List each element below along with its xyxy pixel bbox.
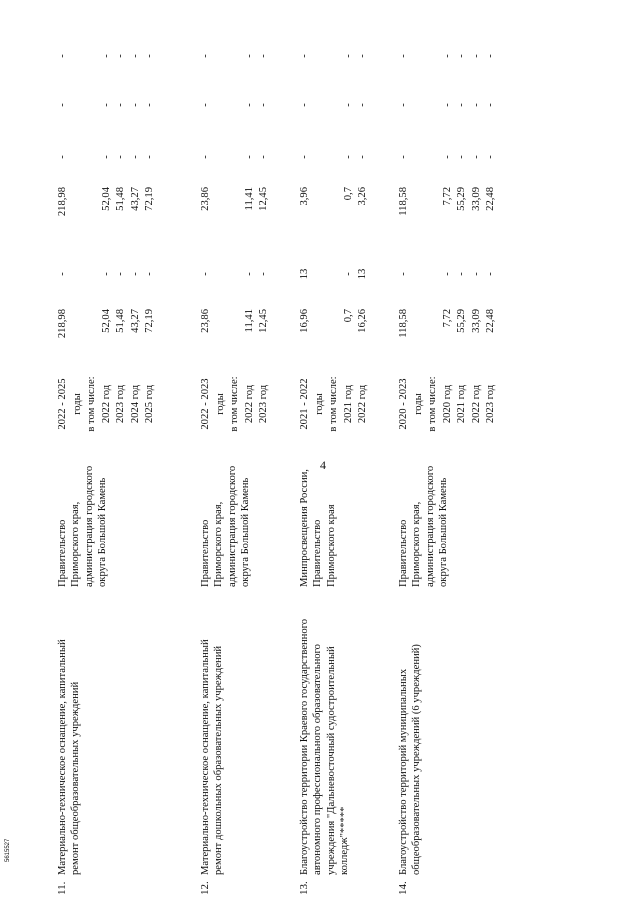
regional-cell: 51,48 — [115, 187, 126, 211]
row-number: 13. — [298, 881, 310, 895]
regional-cell: 55,29 — [456, 187, 467, 211]
total-cell: 22,48 — [485, 309, 496, 333]
other-cell: - — [100, 103, 112, 107]
federal-cell: - — [100, 272, 112, 276]
funding-line — [71, 0, 86, 435]
funding-line — [412, 0, 427, 435]
other-cell: - — [115, 103, 126, 107]
period-cell: 2023 год — [485, 384, 496, 424]
regional-cell: 52,04 — [100, 187, 112, 211]
total-cell: 43,27 — [129, 309, 141, 333]
federal-cell: - — [243, 272, 255, 276]
federal-cell: - — [485, 272, 496, 276]
local-cell: - — [456, 155, 467, 159]
extra-cell: - — [470, 54, 482, 58]
local-cell: - — [398, 155, 409, 159]
regional-cell: 3,96 — [299, 187, 310, 206]
other-cell: - — [129, 103, 141, 107]
period-cell: в том числе: — [229, 376, 240, 432]
funding-line — [470, 0, 485, 435]
local-cell: - — [243, 155, 255, 159]
federal-cell: 13 — [357, 268, 368, 280]
funding-line — [228, 0, 243, 435]
period-cell: 2022 - 2025 — [57, 378, 68, 430]
total-cell: 72,19 — [144, 309, 155, 333]
federal-cell: - — [342, 272, 354, 276]
extra-cell: - — [144, 54, 155, 58]
funding-line — [257, 0, 272, 435]
total-cell: 16,26 — [357, 309, 368, 333]
measure-name: Благоустройство территории Краевого государственного автономного профессионального образовательного учреждения "Дальневосточный судостроительный колледж"***** — [299, 618, 351, 875]
other-cell: - — [456, 103, 467, 107]
federal-cell: - — [129, 272, 141, 276]
funding-line — [327, 0, 342, 435]
local-cell: - — [115, 155, 126, 159]
federal-cell: - — [441, 272, 453, 276]
period-cell: 2020 - 2023 — [398, 378, 409, 430]
period-cell: 2021 год — [342, 384, 354, 424]
local-cell: - — [200, 155, 211, 159]
total-cell: 118,58 — [398, 309, 409, 338]
measure-name: Материально-техническое оснащение, капитальный ремонт дошкольных образовательных учреждений — [200, 639, 225, 875]
executor: Минпросвещения России, Правительство Приморского края — [299, 469, 337, 587]
funding-line — [298, 0, 313, 435]
period-cell: 2025 год — [144, 384, 155, 424]
funding-line — [455, 0, 470, 435]
funding-line — [85, 0, 100, 435]
total-cell: 7,72 — [441, 309, 453, 328]
measure-name: Материально-техническое оснащение, капитальный ремонт общеобразовательных учреждений — [57, 639, 82, 875]
funding-line — [356, 0, 371, 435]
funding-line — [342, 0, 357, 435]
extra-cell: - — [357, 54, 368, 58]
other-cell: - — [243, 103, 255, 107]
extra-cell: - — [299, 54, 310, 58]
extra-cell: - — [485, 54, 496, 58]
period-cell: в том числе: — [86, 376, 97, 432]
funding-line — [426, 0, 441, 435]
regional-cell: 43,27 — [129, 187, 141, 211]
local-cell: - — [357, 155, 368, 159]
funding-lines — [298, 0, 371, 435]
period-cell: 2023 год — [258, 384, 269, 424]
regional-cell: 7,72 — [441, 187, 453, 206]
funding-line — [243, 0, 258, 435]
regional-cell: 0,7 — [342, 187, 354, 201]
regional-cell: 3,26 — [357, 187, 368, 206]
funding-line — [397, 0, 412, 435]
extra-cell: - — [258, 54, 269, 58]
executor: Правительство Приморского края, администрация городского округа Большой Камень — [200, 465, 252, 587]
page-number: 4 — [320, 458, 326, 472]
period-cell: 2022 год — [100, 384, 112, 424]
extra-cell: - — [115, 54, 126, 58]
funding-line — [441, 0, 456, 435]
other-cell: - — [485, 103, 496, 107]
local-cell: - — [485, 155, 496, 159]
funding-line — [100, 0, 115, 435]
period-cell: 2022 - 2023 — [200, 378, 211, 430]
federal-cell: - — [470, 272, 482, 276]
total-cell: 52,04 — [100, 309, 112, 333]
regional-cell: 218,98 — [57, 187, 68, 217]
funding-line — [199, 0, 214, 435]
extra-cell: - — [456, 54, 467, 58]
measure-name: Благоустройство территорий муниципальных общеобразовательных учреждений (6 учреждений) — [398, 644, 423, 875]
regional-cell: 12,45 — [258, 187, 269, 211]
local-cell: - — [100, 155, 112, 159]
executor: Правительство Приморского края, администрация городского округа Большой Камень — [57, 465, 109, 587]
local-cell: - — [441, 155, 453, 159]
total-cell: 16,96 — [299, 309, 310, 333]
period-cell: 2022 год — [357, 384, 368, 424]
total-cell: 55,29 — [456, 309, 467, 333]
period-cell: 2020 год — [441, 384, 453, 424]
local-cell: - — [342, 155, 354, 159]
total-cell: 0,7 — [342, 309, 354, 323]
total-cell: 33,09 — [470, 309, 482, 333]
other-cell: - — [299, 103, 310, 107]
total-cell: 12,45 — [258, 309, 269, 333]
period-cell: годы — [313, 393, 325, 415]
federal-cell: - — [57, 272, 68, 276]
extra-cell: - — [100, 54, 112, 58]
federal-cell: - — [398, 272, 409, 276]
regional-cell: 118,58 — [398, 187, 409, 216]
period-cell: в том числе: — [328, 376, 339, 432]
federal-cell: - — [115, 272, 126, 276]
period-cell: 2022 год — [470, 384, 482, 424]
regional-cell: 11,41 — [243, 187, 255, 211]
total-cell: 51,48 — [115, 309, 126, 333]
other-cell: - — [57, 103, 68, 107]
funding-lines — [56, 0, 158, 435]
local-cell: - — [129, 155, 141, 159]
period-cell: 2024 год — [129, 384, 141, 424]
other-cell: - — [470, 103, 482, 107]
regional-cell: 23,86 — [200, 187, 211, 211]
row-number: 12. — [199, 881, 211, 895]
row-number: 11. — [56, 881, 68, 895]
period-cell: годы — [412, 393, 424, 415]
total-cell: 11,41 — [243, 309, 255, 333]
other-cell: - — [258, 103, 269, 107]
extra-cell: - — [398, 54, 409, 58]
federal-cell: - — [456, 272, 467, 276]
regional-cell: 33,09 — [470, 187, 482, 211]
extra-cell: - — [243, 54, 255, 58]
local-cell: - — [470, 155, 482, 159]
total-cell: 23,86 — [200, 309, 211, 333]
funding-lines — [199, 0, 272, 435]
local-cell: - — [57, 155, 68, 159]
total-cell: 218,98 — [57, 309, 68, 339]
other-cell: - — [398, 103, 409, 107]
local-cell: - — [299, 155, 310, 159]
document-code: 5615527 — [5, 838, 11, 862]
federal-cell: 13 — [299, 268, 310, 280]
period-cell: 2023 год — [115, 384, 126, 424]
extra-cell: - — [129, 54, 141, 58]
federal-cell: - — [258, 272, 269, 276]
funding-line — [214, 0, 229, 435]
funding-line — [129, 0, 144, 435]
federal-cell: - — [200, 272, 211, 276]
other-cell: - — [441, 103, 453, 107]
funding-line — [114, 0, 129, 435]
regional-cell: 72,19 — [144, 187, 155, 211]
row-number: 14. — [397, 881, 409, 895]
executor: Правительство Приморского края, администрация городского округа Большой Камень — [398, 465, 450, 587]
funding-line — [484, 0, 499, 435]
regional-cell: 22,48 — [485, 187, 496, 211]
other-cell: - — [200, 103, 211, 107]
other-cell: - — [357, 103, 368, 107]
extra-cell: - — [441, 54, 453, 58]
period-cell: в том числе: — [427, 376, 438, 432]
period-cell: годы — [71, 393, 83, 415]
funding-lines — [397, 0, 499, 435]
local-cell: - — [258, 155, 269, 159]
extra-cell: - — [57, 54, 68, 58]
federal-cell: - — [144, 272, 155, 276]
period-cell: 2022 год — [243, 384, 255, 424]
extra-cell: - — [200, 54, 211, 58]
extra-cell: - — [342, 54, 354, 58]
funding-line — [143, 0, 158, 435]
period-cell: 2021 год — [456, 384, 467, 424]
local-cell: - — [144, 155, 155, 159]
funding-line — [56, 0, 71, 435]
period-cell: годы — [214, 393, 226, 415]
period-cell: 2021 - 2022 — [299, 378, 310, 430]
other-cell: - — [342, 103, 354, 107]
other-cell: - — [144, 103, 155, 107]
funding-line — [313, 0, 328, 435]
